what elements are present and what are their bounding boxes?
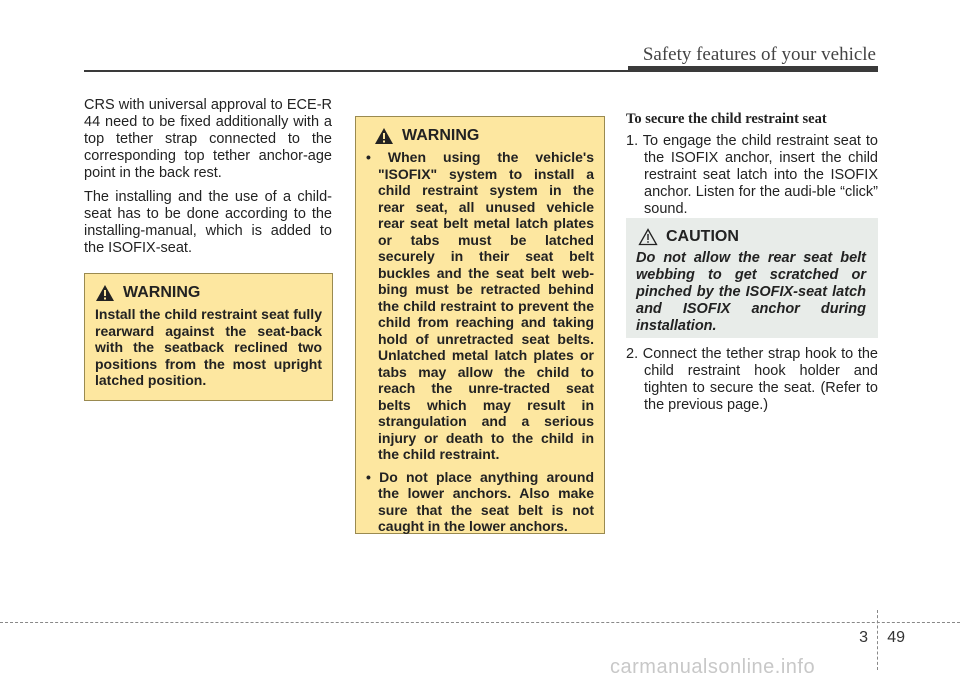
caution-triangle-icon (638, 228, 658, 246)
warning-body (366, 149, 594, 535)
header-rule-accent (628, 66, 878, 72)
paragraph-crs-approval: CRS with universal approval to ECE-R 44 need to be fixed additionally with a top tether strap connected to the corresponding top tether anchor-age point in the back rest. (84, 97, 332, 181)
step-1: 1. To engage the child restraint seat to the ISOFIX anchor, insert the child restraint seat latch into the ISOFIX anchor. Listen for the audi-ble “click” sound. (626, 133, 878, 217)
caution-title (638, 228, 866, 246)
footer-divider (877, 610, 878, 670)
warning-box-middle (355, 116, 605, 534)
section-heading: To secure the child restraint seat (626, 111, 827, 127)
caution-body: Do not allow the rear seat belt webbing to get scratched or pinched by the ISOFIX-seat latch and ISOFIX anchor during installation. (636, 250, 866, 334)
page-header-title: Safety features of your vehicle (642, 44, 876, 65)
warning-item-lower-anchors: • Do not place anything around the lower anchors. Also make sure that the seat belt is not caught in the lower anchors. (366, 468, 594, 534)
warning-triangle-icon (95, 284, 115, 302)
watermark: carmanualsonline.info (610, 656, 816, 678)
footer-rule (0, 622, 960, 623)
paragraph-installing-manual: The installing and the use of a child-seat has to be done according to the installing-manual, which is added to the ISOFIX-seat. (84, 189, 332, 256)
right-column (626, 111, 878, 224)
chapter-number: 3 (859, 629, 868, 646)
page-number: 49 (887, 629, 905, 646)
caution-title-text: CAUTION (666, 228, 739, 245)
warning-title-text: WARNING (123, 284, 201, 301)
warning-item-isofix: • When using the vehicle's "ISOFIX" system to install a child restraint system in the rear seat, all unused vehicle rear seat belt metal latch plates or tabs must be latched securely in their seat belt buckles and the seat belt web-bing must be retracted behind the child restraint to prevent the child from reaching and taking hold of unretracted seat belts. Unlatched metal latch plates or tabs may allow the child to reach the unre-tracted seat belts which may result in strangulation and a serious injury or death to the child in the child restraint. (366, 149, 594, 462)
right-column-lower (626, 346, 878, 420)
left-column (84, 97, 332, 264)
warning-title-text: WARNING (402, 127, 480, 144)
caution-box (626, 218, 878, 338)
warning-box-left (84, 273, 333, 401)
step-2: 2. Connect the tether strap hook to the child restraint hook holder and tighten to secure the seat. (Refer to the previous page.) (626, 346, 878, 413)
warning-triangle-icon (374, 127, 394, 145)
warning-title (374, 127, 594, 145)
warning-body: Install the child restraint seat fully rearward against the seat-back with the seatback reclined two positions from the most upright latched position. (95, 306, 322, 388)
warning-title (95, 284, 322, 302)
